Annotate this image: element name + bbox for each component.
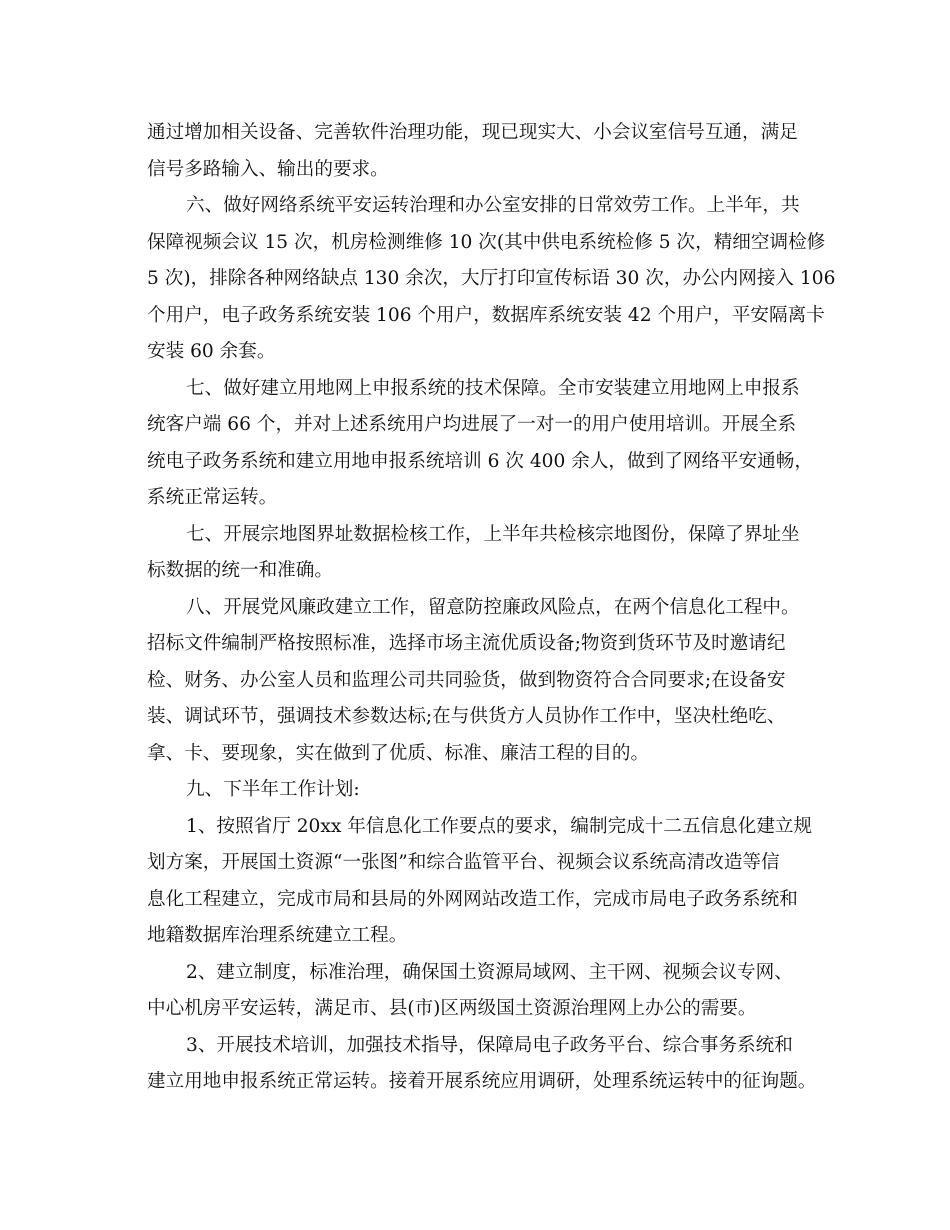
text-line: 通过增加相关设备、完善软件治理功能，现已现实大、小会议室信号互通，满足: [147, 122, 798, 143]
text-line: 统电子政务系统和建立用地申报系统培训 6 次 400 余人，做到了网络平安通畅，: [147, 450, 813, 472]
text-line: 地籍数据库治理系统建立工程。: [147, 925, 408, 946]
text-line: 5 次)，排除各种网络缺点 130 余次，大厅打印宣传标语 30 次，办公内网接入 106: [147, 268, 836, 289]
text-line: 信号多路输入、输出的要求。: [147, 158, 389, 180]
section-heading-line: 九、下半年工作计划:: [186, 779, 360, 800]
text-line: 个用户，电子政务系统安装 106 个用户，数据库系统安装 42 个用户，平安隔离卡: [147, 304, 825, 326]
text-line: 息化工程建立，完成市局和县局的外网网站改造工作，完成市局电子政务系统和: [147, 888, 798, 910]
document-body: [147, 115, 837, 1101]
text-line: 检、财务、办公室人员和监理公司共同验货，做到物资符合合同要求;在设备安: [147, 669, 786, 691]
paragraph-start-line: 八、开展党风廉政建立工作，留意防控廉政风险点，在两个信息化工程中。: [186, 596, 800, 618]
text-line: 招标文件编制严格按照标准，选择市场主流优质设备;物资到货环节及时邀请纪: [147, 633, 786, 654]
text-line: 统客户端 66 个，并对上述系统用户均进展了一对一的用户使用培训。开展全系: [147, 414, 797, 435]
paragraph-start-line: 1、按照省厅 20xx 年信息化工作要点的要求，编制完成十二五信息化建立规: [186, 815, 813, 837]
text-line: 装、调试环节，强调技术参数达标;在与供货方人员协作工作中，坚决杜绝吃、: [147, 706, 786, 727]
paragraph-start-line: 2、建立制度，标准治理，确保国土资源局域网、主干网、视频会议专网、: [186, 961, 793, 983]
text-line: 保障视频会议 15 次，机房检测维修 10 次(其中供电系统检修 5 次，精细空调检修: [147, 231, 826, 253]
paragraph-start-line: 七、开展宗地图界址数据检核工作，上半年共检核宗地图份，保障了界址坐: [186, 523, 800, 545]
text-line: 标数据的统一和准确。: [147, 560, 333, 581]
text-line: 拿、卡、要现象，实在做到了优质、标准、廉洁工程的目的。: [147, 742, 650, 764]
paragraph-start-line: 七、做好建立用地网上申报系统的技术保障。全市安装建立用地网上申报系: [186, 377, 800, 399]
text-line: 建立用地申报系统正常运转。接着开展系统应用调研，处理系统运转中的征询题。: [147, 1071, 817, 1092]
text-line: 中心机房平安运转，满足市、县(市)区两级国土资源治理网上办公的需要。: [147, 998, 757, 1019]
paragraph-start-line: 3、开展技术培训，加强技术指导，保障局电子政务平台、综合事务系统和: [186, 1034, 793, 1056]
paragraph-start-line: 六、做好网络系统平安运转治理和办公室安排的日常效劳工作。上半年，共: [186, 195, 800, 216]
text-line: 划方案，开展国土资源“一张图”和综合监管平台、视频会议系统高清改造等信: [147, 852, 780, 873]
text-line: 系统正常运转。: [147, 487, 278, 508]
text-line: 安装 60 余套。: [147, 341, 276, 362]
